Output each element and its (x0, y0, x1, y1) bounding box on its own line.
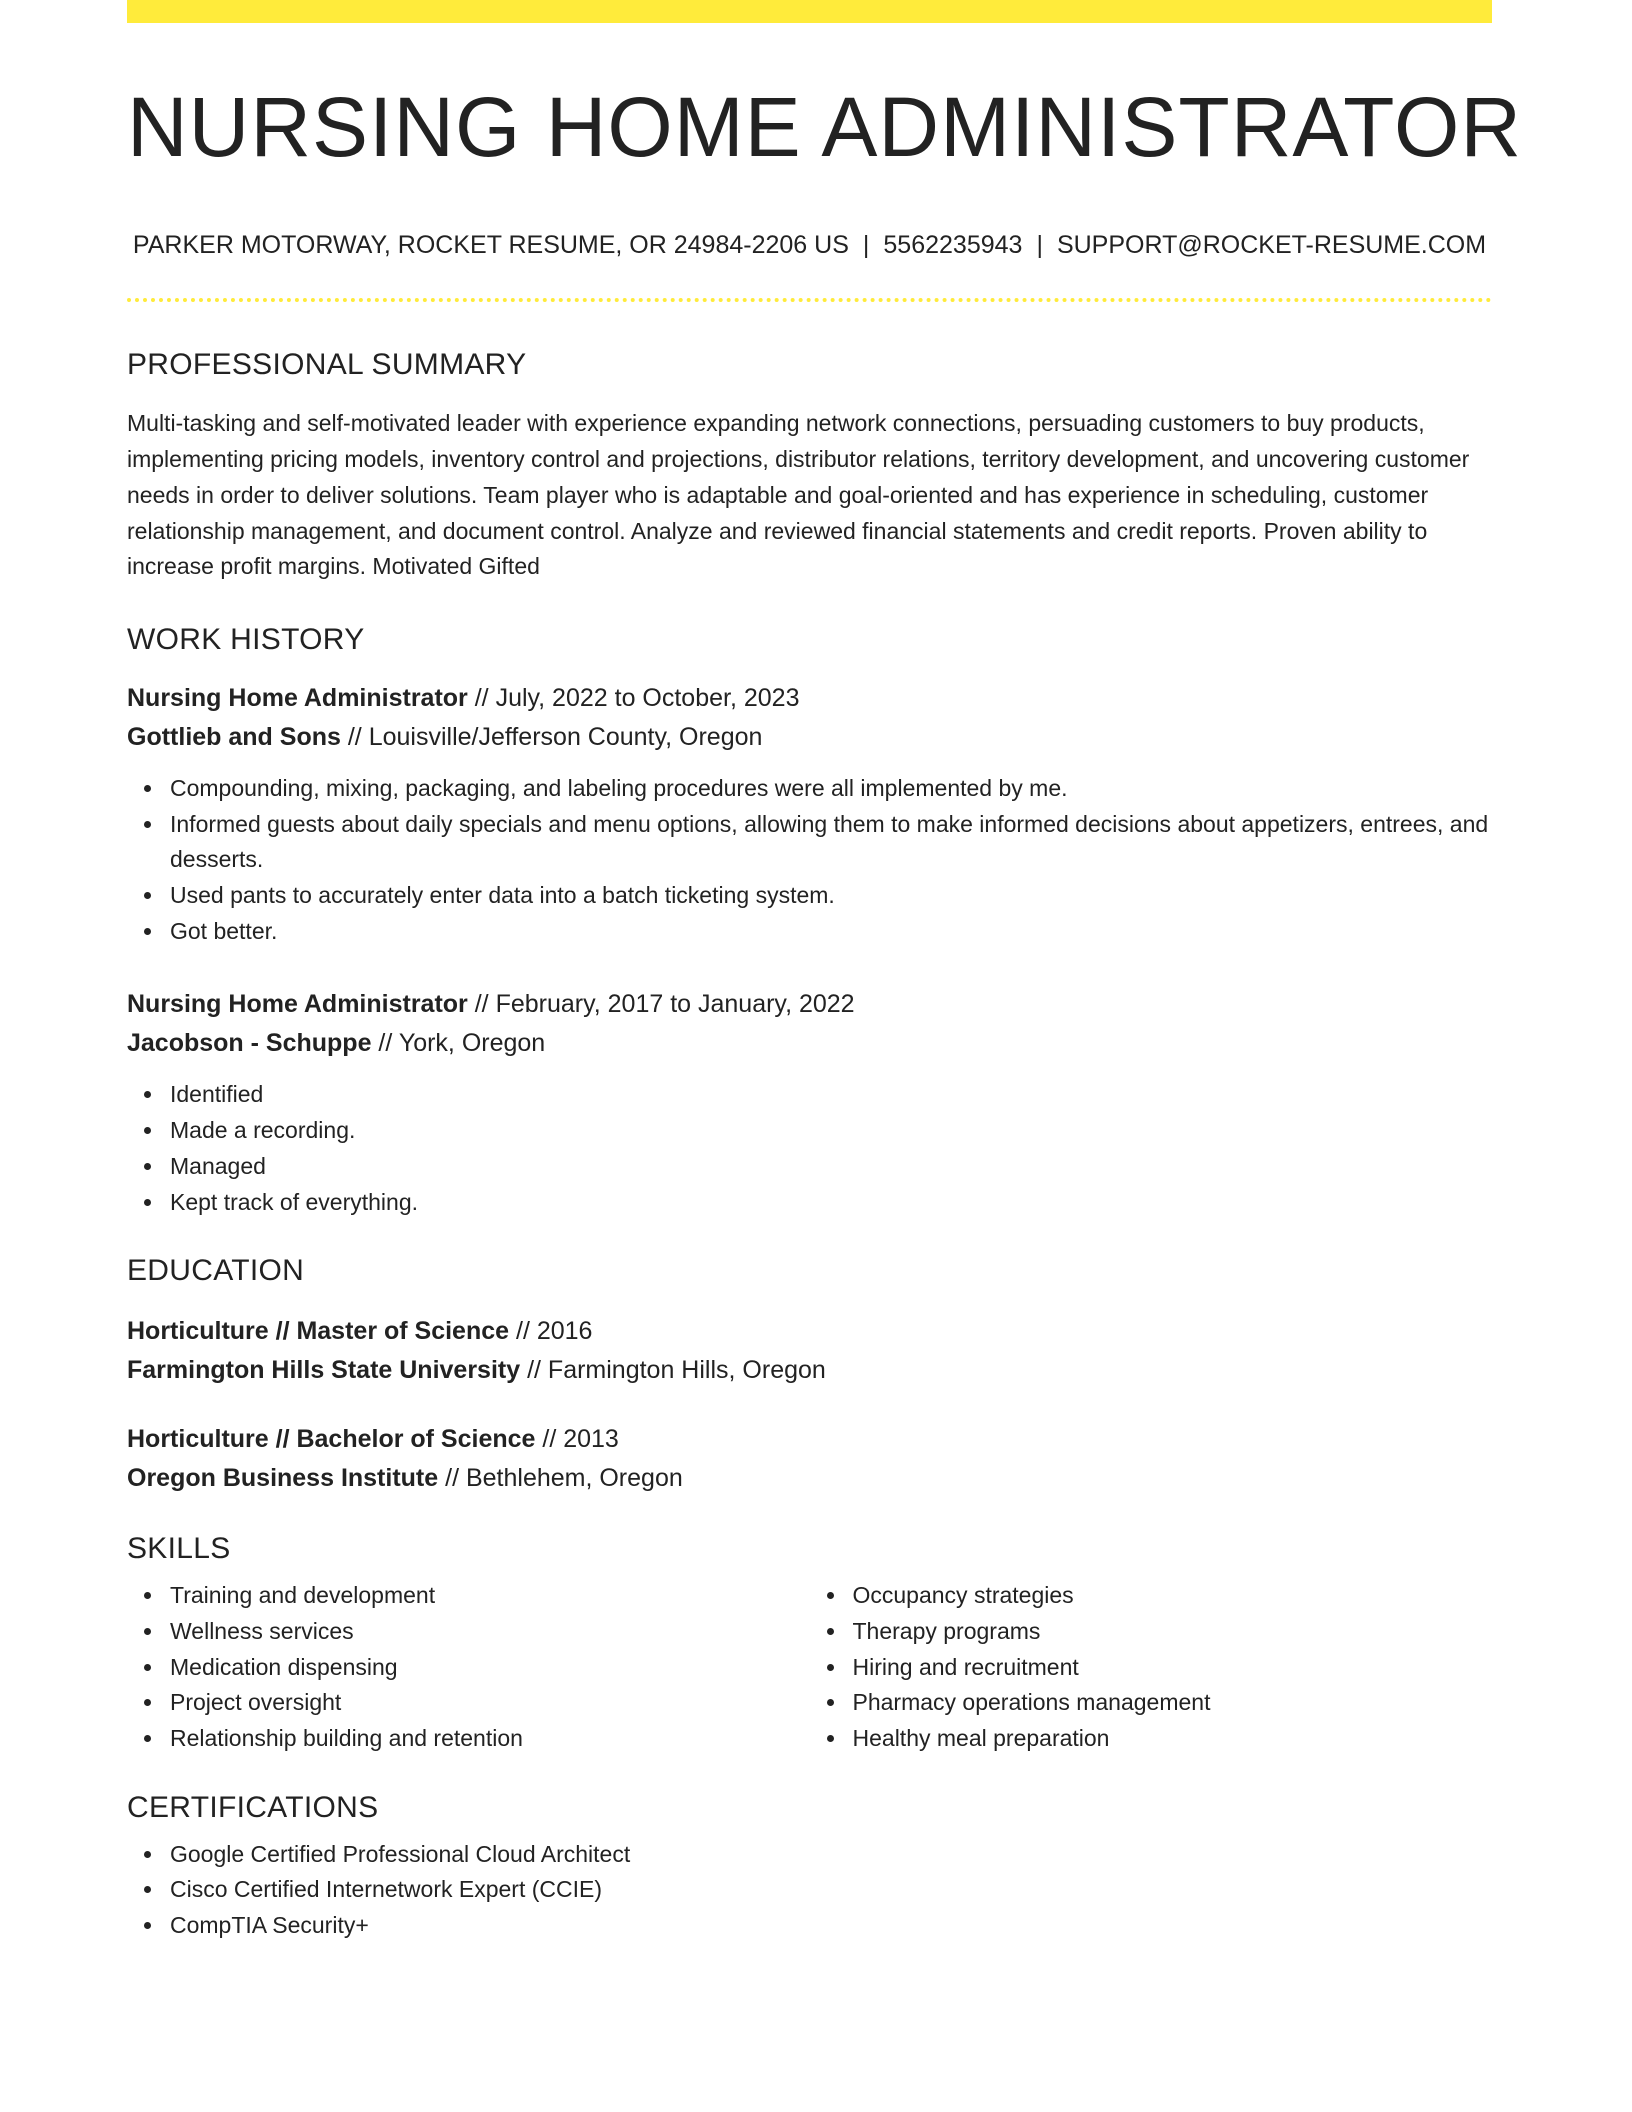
job-company: Gottlieb and Sons (127, 722, 341, 751)
education-school: Oregon Business Institute (127, 1464, 439, 1493)
job-bullet: Made a recording. (170, 1113, 1492, 1149)
skill-item: Project oversight (170, 1685, 810, 1721)
certification-item: Google Certified Professional Cloud Architect (170, 1837, 1492, 1873)
job-location: // Louisville/Jefferson County, Oregon (340, 722, 763, 751)
contact-separator: | (1036, 231, 1043, 260)
job-role: Nursing Home Administrator (127, 990, 468, 1019)
job-bullet: Informed guests about daily specials and menu options, allowing them to make informed decisions about appetizers, entrees, and desserts. (170, 807, 1492, 878)
job-title-line (127, 985, 1492, 1024)
top-accent-bar (127, 0, 1492, 23)
certification-item: CompTIA Security+ (170, 1908, 1492, 1944)
education-school-line (127, 1351, 1492, 1390)
skills-heading: SKILLS (127, 1532, 231, 1566)
skill-item: Healthy meal preparation (853, 1721, 1493, 1757)
education-year: // 2013 (535, 1425, 619, 1454)
skill-item: Occupancy strategies (853, 1578, 1493, 1614)
contact-phone: 5562235943 (883, 231, 1023, 260)
education-school-line (127, 1459, 1492, 1498)
job-location: // York, Oregon (371, 1029, 546, 1058)
skills-grid (127, 1578, 1492, 1757)
skill-item: Pharmacy operations management (853, 1685, 1493, 1721)
education-degree-line (127, 1420, 1492, 1459)
contact-separator: | (862, 231, 870, 260)
summary-text: Multi-tasking and self-motivated leader with experience expanding network connections, persuading customers to buy products, implementing pricing models, inventory control and projections, distributor relations, territory development, and uncovering customer needs in order to deliver solutions. Team player who is adaptable and goal-oriented and has experience in scheduling, customer relationship management, and document control. Analyze and reviewed financial statements and credit reports. Proven ability to increase profit margins. Motivated Gifted (127, 410, 1470, 580)
certifications-list (127, 1837, 1492, 1944)
education-location: // Bethlehem, Oregon (438, 1464, 683, 1493)
certification-item: Cisco Certified Internetwork Expert (CCIE) (170, 1872, 1492, 1908)
job-bullet: Compounding, mixing, packaging, and labeling procedures were all implemented by me. (170, 771, 1492, 807)
job-company: Jacobson - Schuppe (127, 1029, 372, 1058)
job-dates: // February, 2017 to January, 2022 (467, 990, 855, 1019)
skill-item: Medication dispensing (170, 1650, 810, 1686)
job-bullet: Got better. (170, 914, 1492, 950)
job-dates: // July, 2022 to October, 2023 (467, 683, 800, 712)
job-company-line (127, 718, 1492, 757)
summary-heading: PROFESSIONAL SUMMARY (127, 348, 527, 382)
education-school: Farmington Hills State University (127, 1356, 521, 1385)
contact-address: PARKER MOTORWAY, ROCKET RESUME, OR 24984-2206 US (132, 231, 849, 260)
job-company-line (127, 1024, 1492, 1063)
education-degree-line (127, 1312, 1492, 1351)
skills-column-left (127, 1578, 810, 1757)
resume-page (127, 0, 1522, 1944)
education-year: // 2016 (509, 1317, 593, 1346)
certifications-heading: CERTIFICATIONS (127, 1790, 379, 1824)
job-entry (127, 679, 1492, 950)
job-bullets (127, 1077, 1492, 1220)
education-degree: Horticulture // Master of Science (127, 1317, 510, 1346)
education-degree: Horticulture // Bachelor of Science (127, 1425, 536, 1454)
skill-item: Training and development (170, 1578, 810, 1614)
education-entry (127, 1420, 1492, 1498)
education-heading: EDUCATION (127, 1254, 305, 1288)
education-entry (127, 1312, 1492, 1390)
job-bullet: Used pants to accurately enter data into a batch ticketing system. (170, 878, 1492, 914)
work-history-heading: WORK HISTORY (127, 622, 365, 656)
dotted-divider (127, 298, 1492, 302)
job-bullet: Managed (170, 1149, 1492, 1185)
skills-column-right (810, 1578, 1493, 1757)
resume-name-title: NURSING HOME ADMINISTRATOR (127, 80, 1522, 174)
job-role: Nursing Home Administrator (127, 683, 468, 712)
contact-email: SUPPORT@ROCKET-RESUME.COM (1056, 231, 1487, 260)
skill-item: Hiring and recruitment (853, 1650, 1493, 1686)
job-bullet: Kept track of everything. (170, 1185, 1492, 1221)
skill-item: Therapy programs (853, 1614, 1493, 1650)
skill-item: Wellness services (170, 1614, 810, 1650)
job-bullets (127, 771, 1492, 950)
contact-line (127, 231, 1492, 260)
job-entry (127, 985, 1492, 1220)
education-location: // Farmington Hills, Oregon (520, 1356, 826, 1385)
skill-item: Relationship building and retention (170, 1721, 810, 1757)
job-title-line (127, 679, 1492, 718)
job-bullet: Identified (170, 1077, 1492, 1113)
